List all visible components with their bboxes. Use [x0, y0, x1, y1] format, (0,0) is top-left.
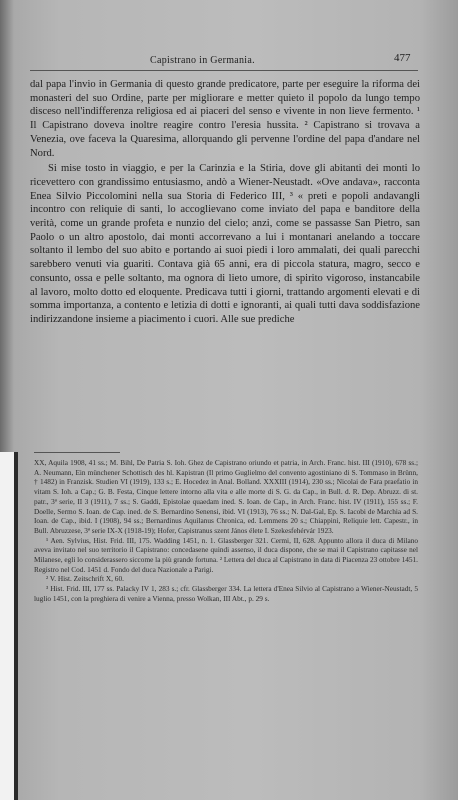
footnote: XX, Aquila 1908, 41 ss.; M. Bihl, De Patria S. Ioh. Ghez de Capistrano oriundo et patria, in Arch. Franc. hist. III (1910), 678 ss.; A. Neumann, Ein münchener Schottisch des hl. Kapistran (Il primo Guglielmo del convento agostiniano di S. Tommaso in Brünn, † 1482) in Franzisk. Studien VI (1919), 133 s.; E. Hocedez in Anal. Bolland. XXXIII (1914), 230 ss.; Nicolai de Fara praefatio in vitam S. Ioh. a Cap.; G. B. Festa, Cinque lettere intorno alla vita e alle morte di S. G. da Cap., in Bull. d. R. Dep. Abruzz. di st. patr., 3ª serie, II 3 (1911), 7 ss.; S. Gaddi, Epistolae quaedam ined. S. Ioan. de Cap., in Arch. Franc. hist. IV (1911), 155 ss.; F. Doelle, Sermo S. Ioan. de Cap. ined. de S. Bernardino Senensi, ibid. VI (1913), 76 ss.; N. Dal-Gal, Ep. S. Iacobi de Marchia ad S. Ioan. de Cap., ibid. I (1908), 94 ss.; Bernardinus Aquilanus Chronica, ed. Lemmens 20 s.; Chiappini, Reliquie lett. Capestr., in Bull. Abruzzese, 3ª serie IX-X (1918-19); Hofer, Capistranus szent János élete I. Szekesfehérvár 1923.: [34, 458, 418, 535]
footnote: ¹ Aen. Sylvius, Hist. Frid. III, 175. Wadding 1451, n. 1. Glassberger 321. Cermi, II, 628. Appunto allora il duca di Milano aveva invitato nel suo territorio il Capistrano: concedasene quindi assenso, il duca dispone, che se mai il Capistrano capitasse nel Milanese, egli lo considerassero siccome la più grande fortuna. ² Lettera del duca al Capistrano in data di Piacenza 23 ottobre 1451. Registro nel Cod. 1451 d. Fondo del duca Nazionale a Parigi.: [34, 535, 418, 574]
page-edge-shadow: [14, 452, 18, 800]
running-head: Capistrano in Germania.: [150, 55, 255, 66]
header-rule: [30, 70, 418, 71]
footnote: ² V. Hist. Zeitschrift X, 60.: [46, 574, 124, 584]
page-number: 477: [394, 52, 411, 64]
footnotes: [34, 458, 418, 604]
body-paragraph: dal papa l'invio in Germania di questo grande predicatore, parte per eseguire la riforma dei monasteri del suo Ordine, parte per migliorare e metter quieto il popolo da lungo tempo disceso nell'indifferenza religiosa ed ai piaceri del senso e vivente in non lieve fermento. ¹ Il Capistrano doveva inoltre reagire contro l'eresia hussita. ² Capistrano si trovava a Venezia, ove faceva la Quaresima, allorquando gli pervenne l'ordine del papa d'andare nel Nord.: [30, 79, 420, 159]
body-text: [30, 78, 420, 327]
footnote: ³ Hist. Frid. III, 177 ss. Palacky IV 1, 283 s.; cfr. Glassberger 334. La lettera d'Enea Silvio al Capistrano a Wiener-Neustadt, 5 luglio 1451, con la preghiera di venire a Vienna, presso Wolkan, III Abt., p. 29 s.: [34, 584, 418, 603]
footnote-rule: [34, 452, 120, 453]
body-paragraph: Si mise tosto in viaggio, e per la Carinzia e la Stiria, dove gli abitanti dei monti lo ricevettero con grandissimo entusiasmo, andò a Wiener-Neustadt. «Ove andava», racconta Enea Silvio Piccolomini nella sua Storia di Federico III, ³ « preti e popoli andavangli incontro con reliquie di santi, lo accoglievano come inviato del papa e banditore della verità, come un grande profeta e nunzio del cielo; anzi, come se passasse San Pietro, san Paolo o un altro apostolo, dai monti accorrevano a lui i montanari anelando a toccare soltanto il lembo del suo abito e portando ai suoi piedi i loro ammalati, dei quali parecchi sarebbero venuti via guariti. Contava già 65 anni, era di piccola statura, magro, secco e consunto, ossa e pelle soltanto, ma ognora di lieto umore, di spirito vigoroso, instancabile al lavoro, molto dotto ed eloquente. Predicava tutti i giorni, trattando argomenti elevati e di somma importanza, a contento e letizia di dotti e ignoranti, ai quali tutti dava soddisfazione indirizzandone insieme a piacimento i cuori. Alle sue prediche: [30, 163, 420, 325]
page-edge-highlight: [0, 452, 14, 800]
